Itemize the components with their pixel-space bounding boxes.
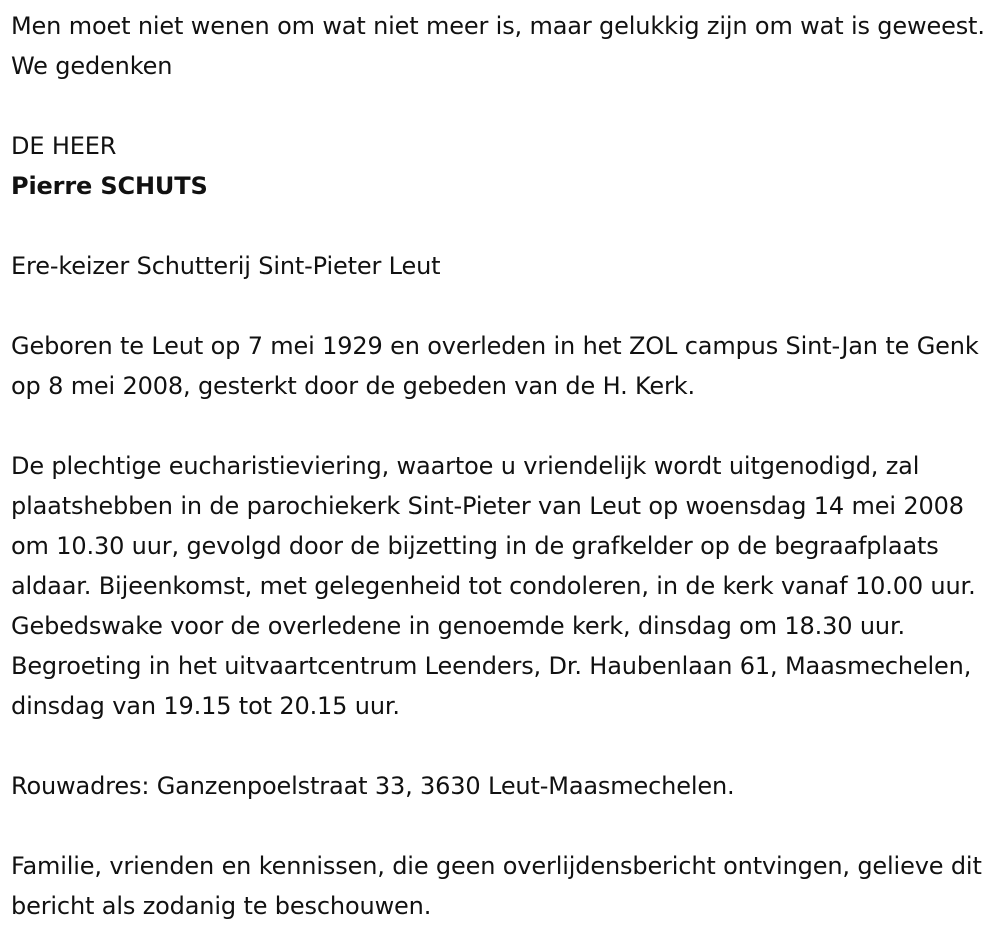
spacer xyxy=(11,406,996,446)
spacer xyxy=(11,286,996,326)
closing-paragraph: Familie, vrienden en kennissen, die geen overlijdensbericht ontvingen, gelieve dit bericht als zodanig te beschouwen. xyxy=(11,852,982,920)
deceased-name: Pierre SCHUTS xyxy=(11,172,208,200)
death-notice xyxy=(11,6,996,926)
spacer xyxy=(11,726,996,766)
ceremony-paragraph: De plechtige eucharistieviering, waartoe u vriendelijk wordt uitgenodigd, zal plaatshebben in de parochiekerk Sint-Pieter van Leut op woensdag 14 mei 2008 om 10.30 uur, gevolgd door de bijzetting in de grafkelder op de begraafplaats aldaar. Bijeenkomst, met gelegenheid tot condoleren, in de kerk vanaf 10.00 uur. Gebedswake voor de overledene in genoemde kerk, dinsdag om 18.30 uur. Begroeting in het uitvaartcentrum Leenders, Dr. Haubenlaan 61, Maasmechelen, dinsdag van 19.15 tot 20.15 uur. xyxy=(11,452,976,720)
salutation: DE HEER xyxy=(11,132,117,160)
spacer xyxy=(11,206,996,246)
honorary-title: Ere-keizer Schutterij Sint-Pieter Leut xyxy=(11,252,441,280)
spacer xyxy=(11,806,996,846)
opening-quote: Men moet niet wenen om wat niet meer is, maar gelukkig zijn om wat is geweest. We gedenken xyxy=(11,12,985,80)
spacer xyxy=(11,86,996,126)
mourning-address: Rouwadres: Ganzenpoelstraat 33, 3630 Leut-Maasmechelen. xyxy=(11,772,735,800)
birth-death-paragraph: Geboren te Leut op 7 mei 1929 en overleden in het ZOL campus Sint-Jan te Genk op 8 mei 2008, gesterkt door de gebeden van de H. Kerk. xyxy=(11,332,979,400)
